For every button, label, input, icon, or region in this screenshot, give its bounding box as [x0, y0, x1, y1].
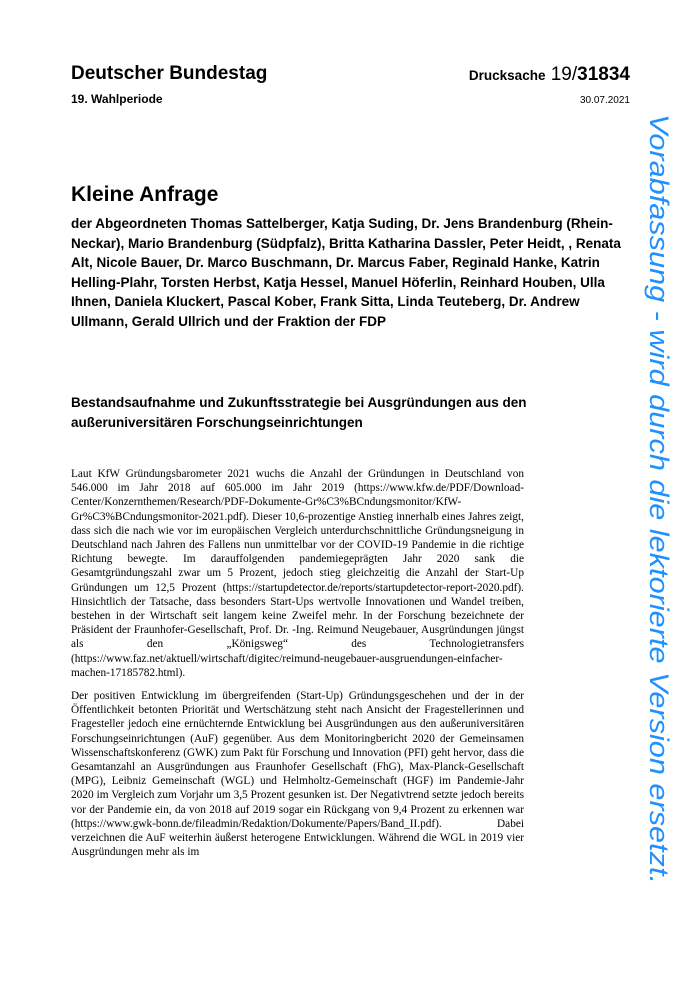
drucksache-number: 31834 — [577, 64, 630, 85]
drucksache-prefix: 19/ — [550, 64, 578, 85]
document-type-heading: Kleine Anfrage — [71, 183, 219, 206]
authors-list: der Abgeordneten Thomas Sattelberger, Katja Suding, Dr. Jens Brandenburg (Rhein-Neckar), Mario Brandenburg (Südpfalz), Britta Katharina Dassler, Peter Heidt, , Renata Alt, Nicole Bauer, Dr. Marco Buschmann, Dr. Marcus Faber, Reginald Hanke, Katrin Helling-Plahr, Torsten Herbst, Katja Hessel, Manuel Höferlin, Reinhard Houben, Ulla Ihnen, Daniela Kluckert, Pascal Kober, Frank Sitta, Linda Teuteberg, Dr. Andrew Ullmann, Gerald Ullrich und der Fraktion der FDP — [71, 216, 621, 329]
drucksache-label: Drucksache — [468, 68, 546, 83]
body-paragraph: Der positiven Entwicklung im übergreifenden (Start-Up) Gründungsgeschehen und der in der Öffentlichkeit betonten Priorität und Wertschätzung steht nach Ansicht der Fragestellerinnen und Fragesteller jedoch eine ernüchternde Entwicklung bei Ausgründungen aus den außeruniversitären Forschungseinrichtungen (AuF) gegenüber. Aus dem Monitoringbericht 2020 der Gemeinsamen Wissenschaftskonferenz (GWK) zum Pakt für Forschung und Innovation (PFI) geht hervor, dass die Gesamtanzahl an Ausgründungen aus Fraunhofer Gesellschaft (FhG), Max-Planck-Gesellschaft (MPG), Leibniz Gemeinschaft (WGL) und Helmholtz-Gemeinschaft (HGF) im Pandemie-Jahr 2020 im Vergleich zum Vorjahr um 3,5 Prozent gesunken ist. Der Negativtrend setzte jedoch bereits vor der Pandemie ein, da von 2018 auf 2019 sogar ein Rückgang von 9,4 Prozent zu erkennen war (https://www.gwk-bonn.de/fileadmin/Redaktion/Dokumente/Papers/Band_II.pdf). Dabei verzeichnen die AuF weiterhin äußerst heterogene Entwicklungen. Während die WGL in 2019 vier Ausgründungen mehr als im — [71, 690, 524, 859]
document-header-right — [469, 64, 630, 106]
legislative-period: 19. Wahlperiode — [71, 92, 163, 106]
body-paragraph: Laut KfW Gründungsbarometer 2021 wuchs die Anzahl der Gründungen in Deutschland von 546.000 im Jahr 2018 auf 605.000 im Jahr 2019 (https://www.kfw.de/PDF/Download-Center/Konzernthemen/Research/PDF-Dokumente-Gr%C3%BCndungsmonitor/KfW-Gr%C3%BCndungsmonitor-2021.pdf). Dieser 10,6-prozentige Anstieg innerhalb eines Jahres zeigt, dass sich die nach wie vor im europäischen Vergleich unterdurchschnittliche Gründungsneigung in Deutschland nach Jahren des Fallens nun unmittelbar vor der COVID-19 Pandemie in die richtige Richtung bewegte. Im darauffolgenden pandemiegeprägten Jahr 2020 sank die Gesamtgründungszahl zwar um 5 Prozent, jedoch stieg gleichzeitig die Anzahl der Start-Up Gründungen um 12,5 Prozent (https://startupdetector.de/reports/startupdetector-report-2020.pdf). Hinsichtlich der Tatsache, dass besonders Start-Ups wertvolle Innovationen und Wandel treiben, bestehen in der Wirtschaft seit langem keine Zweifel mehr. In der Forschung bezeichnete der Präsident der Fraunhofer-Gesellschaft, Prof. Dr. -Ing. Reimund Neugebauer, Ausgründungen jüngst als den „Königsweg“ des Technologietransfers (https://www.faz.net/aktuell/wirtschaft/digitec/reimund-neugebauer-ausgruendungen-einfacher-machen-17185782.html). — [71, 468, 524, 679]
draft-watermark — [632, 114, 692, 884]
drucksache-line — [469, 64, 630, 87]
subject-heading: Bestandsaufnahme und Zukunftsstrategie bei Ausgründungen aus den außeruniversitären Forschungseinrichtungen — [71, 395, 527, 430]
draft-watermark-text: Vorabfassung - wird durch die lektorierte Version ersetzt. — [644, 114, 674, 792]
document-date: 30.07.2021 — [579, 95, 630, 106]
body-text — [71, 467, 524, 868]
institution-title: Deutscher Bundestag — [71, 63, 268, 84]
document-header-left — [71, 62, 267, 106]
